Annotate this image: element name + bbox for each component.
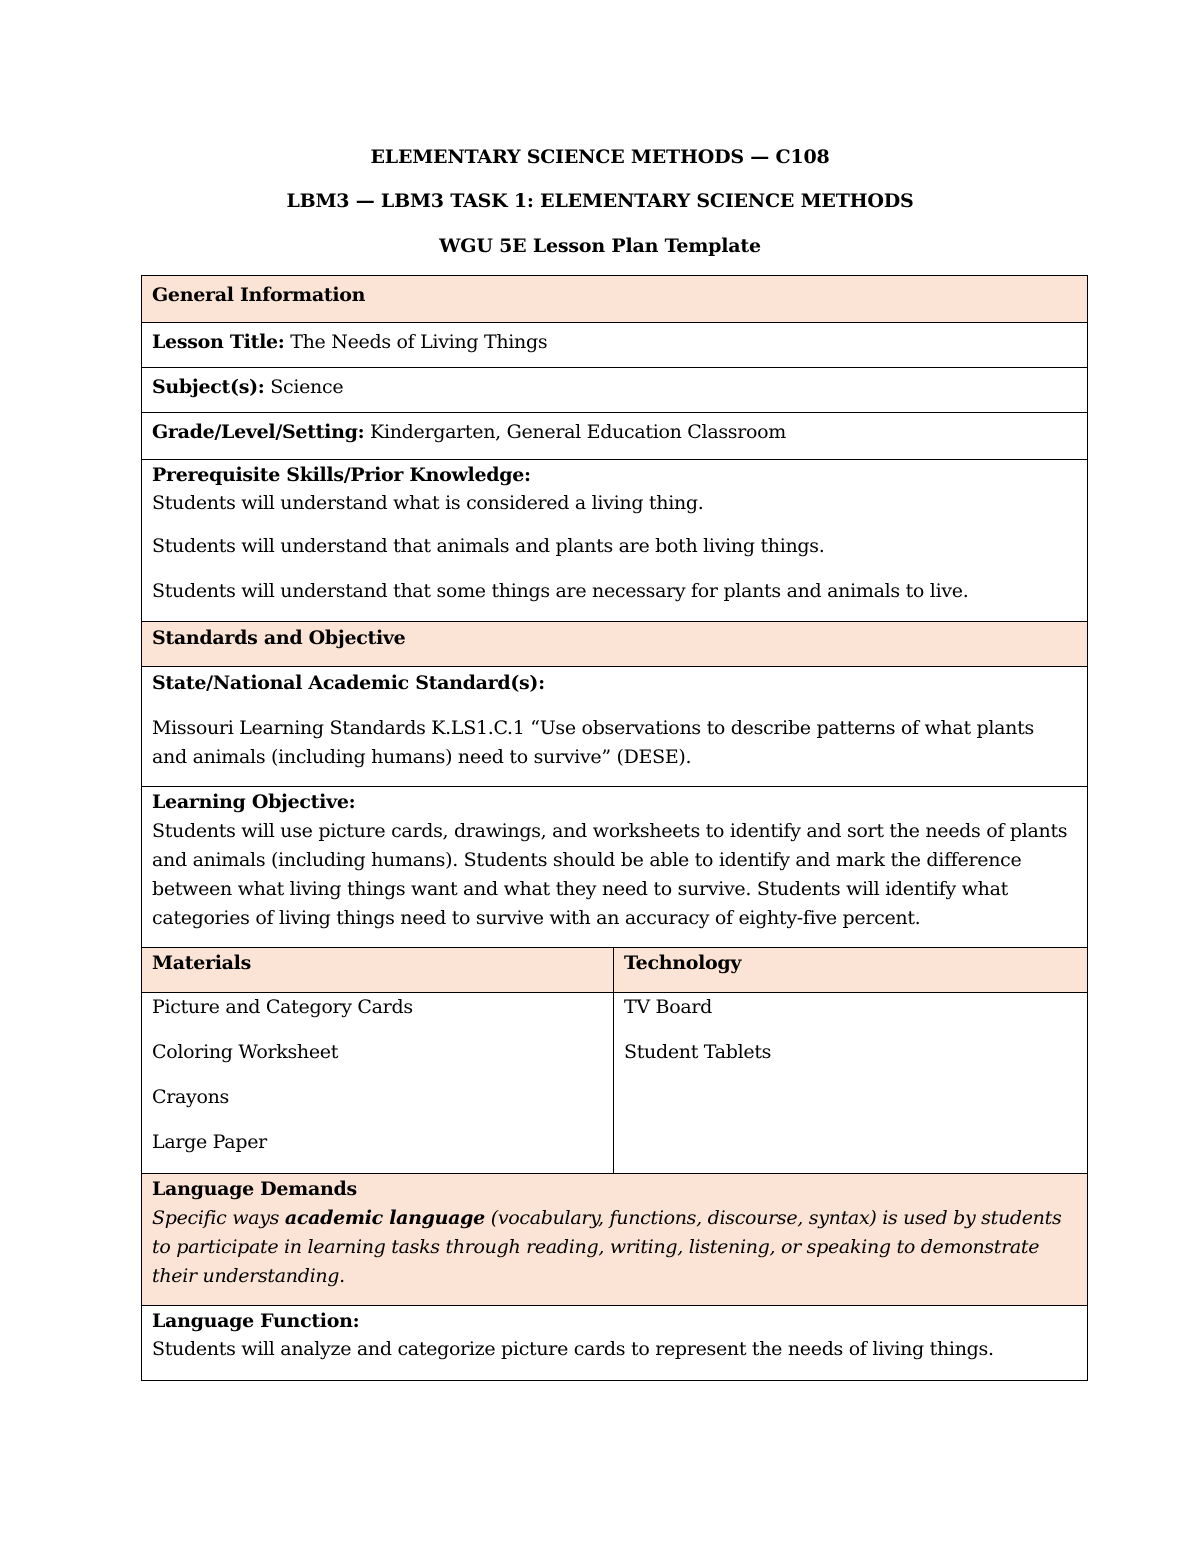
grade-label: Grade/Level/Setting: xyxy=(152,421,365,443)
academic-language-term: academic language xyxy=(284,1207,485,1229)
materials-item: Large Paper xyxy=(152,1131,267,1153)
materials-item: Picture and Category Cards xyxy=(152,996,413,1018)
objective-cell xyxy=(142,787,1088,948)
language-desc-post: (vocabulary, functions, discourse, syntax) is used by students xyxy=(484,1207,1062,1229)
technology-header xyxy=(614,948,1088,993)
language-demands-heading: Language Demands xyxy=(152,1178,357,1200)
language-function-text: Students will analyze and categorize picture cards to represent the needs of living things. xyxy=(152,1338,994,1360)
objective-text xyxy=(152,817,1077,933)
lesson-title-row xyxy=(142,323,1088,368)
materials-header xyxy=(142,948,614,993)
standard-text xyxy=(152,698,1077,772)
technology-item: TV Board xyxy=(624,996,713,1018)
standard-label: State/National Academic Standard(s): xyxy=(152,672,545,694)
standards-header-row xyxy=(142,622,1088,667)
standard-text-line: Missouri Learning Standards K.LS1.C.1 “Use observations to describe patterns of what plants xyxy=(152,717,1034,739)
course-title: ELEMENTARY SCIENCE METHODS — C108 xyxy=(370,146,830,168)
language-desc-line: to participate in learning tasks through reading, writing, listening, or speaking to demonstrate xyxy=(152,1236,1040,1258)
materials-tech-header-row xyxy=(142,948,1088,993)
lesson-title-value: The Needs of Living Things xyxy=(290,331,548,353)
prereq-cell xyxy=(142,460,1088,622)
lesson-title-cell xyxy=(142,323,1088,368)
language-function-row xyxy=(142,1306,1088,1381)
materials-item: Coloring Worksheet xyxy=(152,1041,339,1063)
prereq-label: Prerequisite Skills/Prior Knowledge: xyxy=(152,464,531,486)
objective-row xyxy=(142,787,1088,948)
language-function-label: Language Function: xyxy=(152,1310,360,1332)
standards-header xyxy=(142,622,1088,667)
materials-list xyxy=(142,993,614,1174)
prereq-item: Students will understand that some things are necessary for plants and animals to live. xyxy=(152,580,969,602)
standards-heading: Standards and Objective xyxy=(152,627,406,649)
standard-cell xyxy=(142,667,1088,787)
objective-label: Learning Objective: xyxy=(152,791,356,813)
technology-heading: Technology xyxy=(624,952,742,974)
materials-item: Crayons xyxy=(152,1086,230,1108)
grade-row xyxy=(142,413,1088,460)
prereq-row xyxy=(142,460,1088,622)
materials-tech-row xyxy=(142,993,1088,1174)
technology-list xyxy=(614,993,1088,1174)
prereq-item: Students will understand what is considered a living thing. xyxy=(152,492,704,514)
language-desc-pre: Specific ways xyxy=(152,1207,285,1229)
objective-line: and animals (including humans). Students should be able to identify and mark the difference xyxy=(152,849,1022,871)
standard-row xyxy=(142,667,1088,787)
language-demands-cell xyxy=(142,1174,1088,1306)
grade-value: Kindergarten, General Education Classroom xyxy=(370,421,787,443)
lesson-title-label: Lesson Title: xyxy=(152,331,285,353)
lesson-plan-table xyxy=(141,275,1088,1381)
general-info-heading: General Information xyxy=(152,284,366,306)
technology-item: Student Tablets xyxy=(624,1041,772,1063)
objective-line: between what living things want and what they need to survive. Students will identify what xyxy=(152,878,1008,900)
objective-line: categories of living things need to survive with an accuracy of eighty-five percent. xyxy=(152,907,921,929)
general-info-header xyxy=(142,276,1088,323)
subjects-cell xyxy=(142,368,1088,413)
language-demands-desc xyxy=(152,1204,1077,1291)
language-desc-line: their understanding xyxy=(152,1265,340,1287)
standard-text-line: and animals (including humans) need to survive” (DESE). xyxy=(152,746,692,768)
subjects-label: Subject(s): xyxy=(152,376,265,398)
language-function-cell xyxy=(142,1306,1088,1381)
language-desc-end: . xyxy=(339,1265,345,1287)
template-title: WGU 5E Lesson Plan Template xyxy=(439,235,761,257)
objective-line: Students will use picture cards, drawings, and worksheets to identify and sort the needs of plants xyxy=(152,820,1068,842)
language-demands-row xyxy=(142,1174,1088,1306)
subjects-value: Science xyxy=(270,376,344,398)
subjects-row xyxy=(142,368,1088,413)
task-title: LBM3 — LBM3 TASK 1: ELEMENTARY SCIENCE METHODS xyxy=(286,190,914,212)
grade-cell xyxy=(142,413,1088,460)
materials-heading: Materials xyxy=(152,952,251,974)
prereq-item: Students will understand that animals and plants are both living things. xyxy=(152,535,825,557)
general-info-row xyxy=(142,276,1088,323)
